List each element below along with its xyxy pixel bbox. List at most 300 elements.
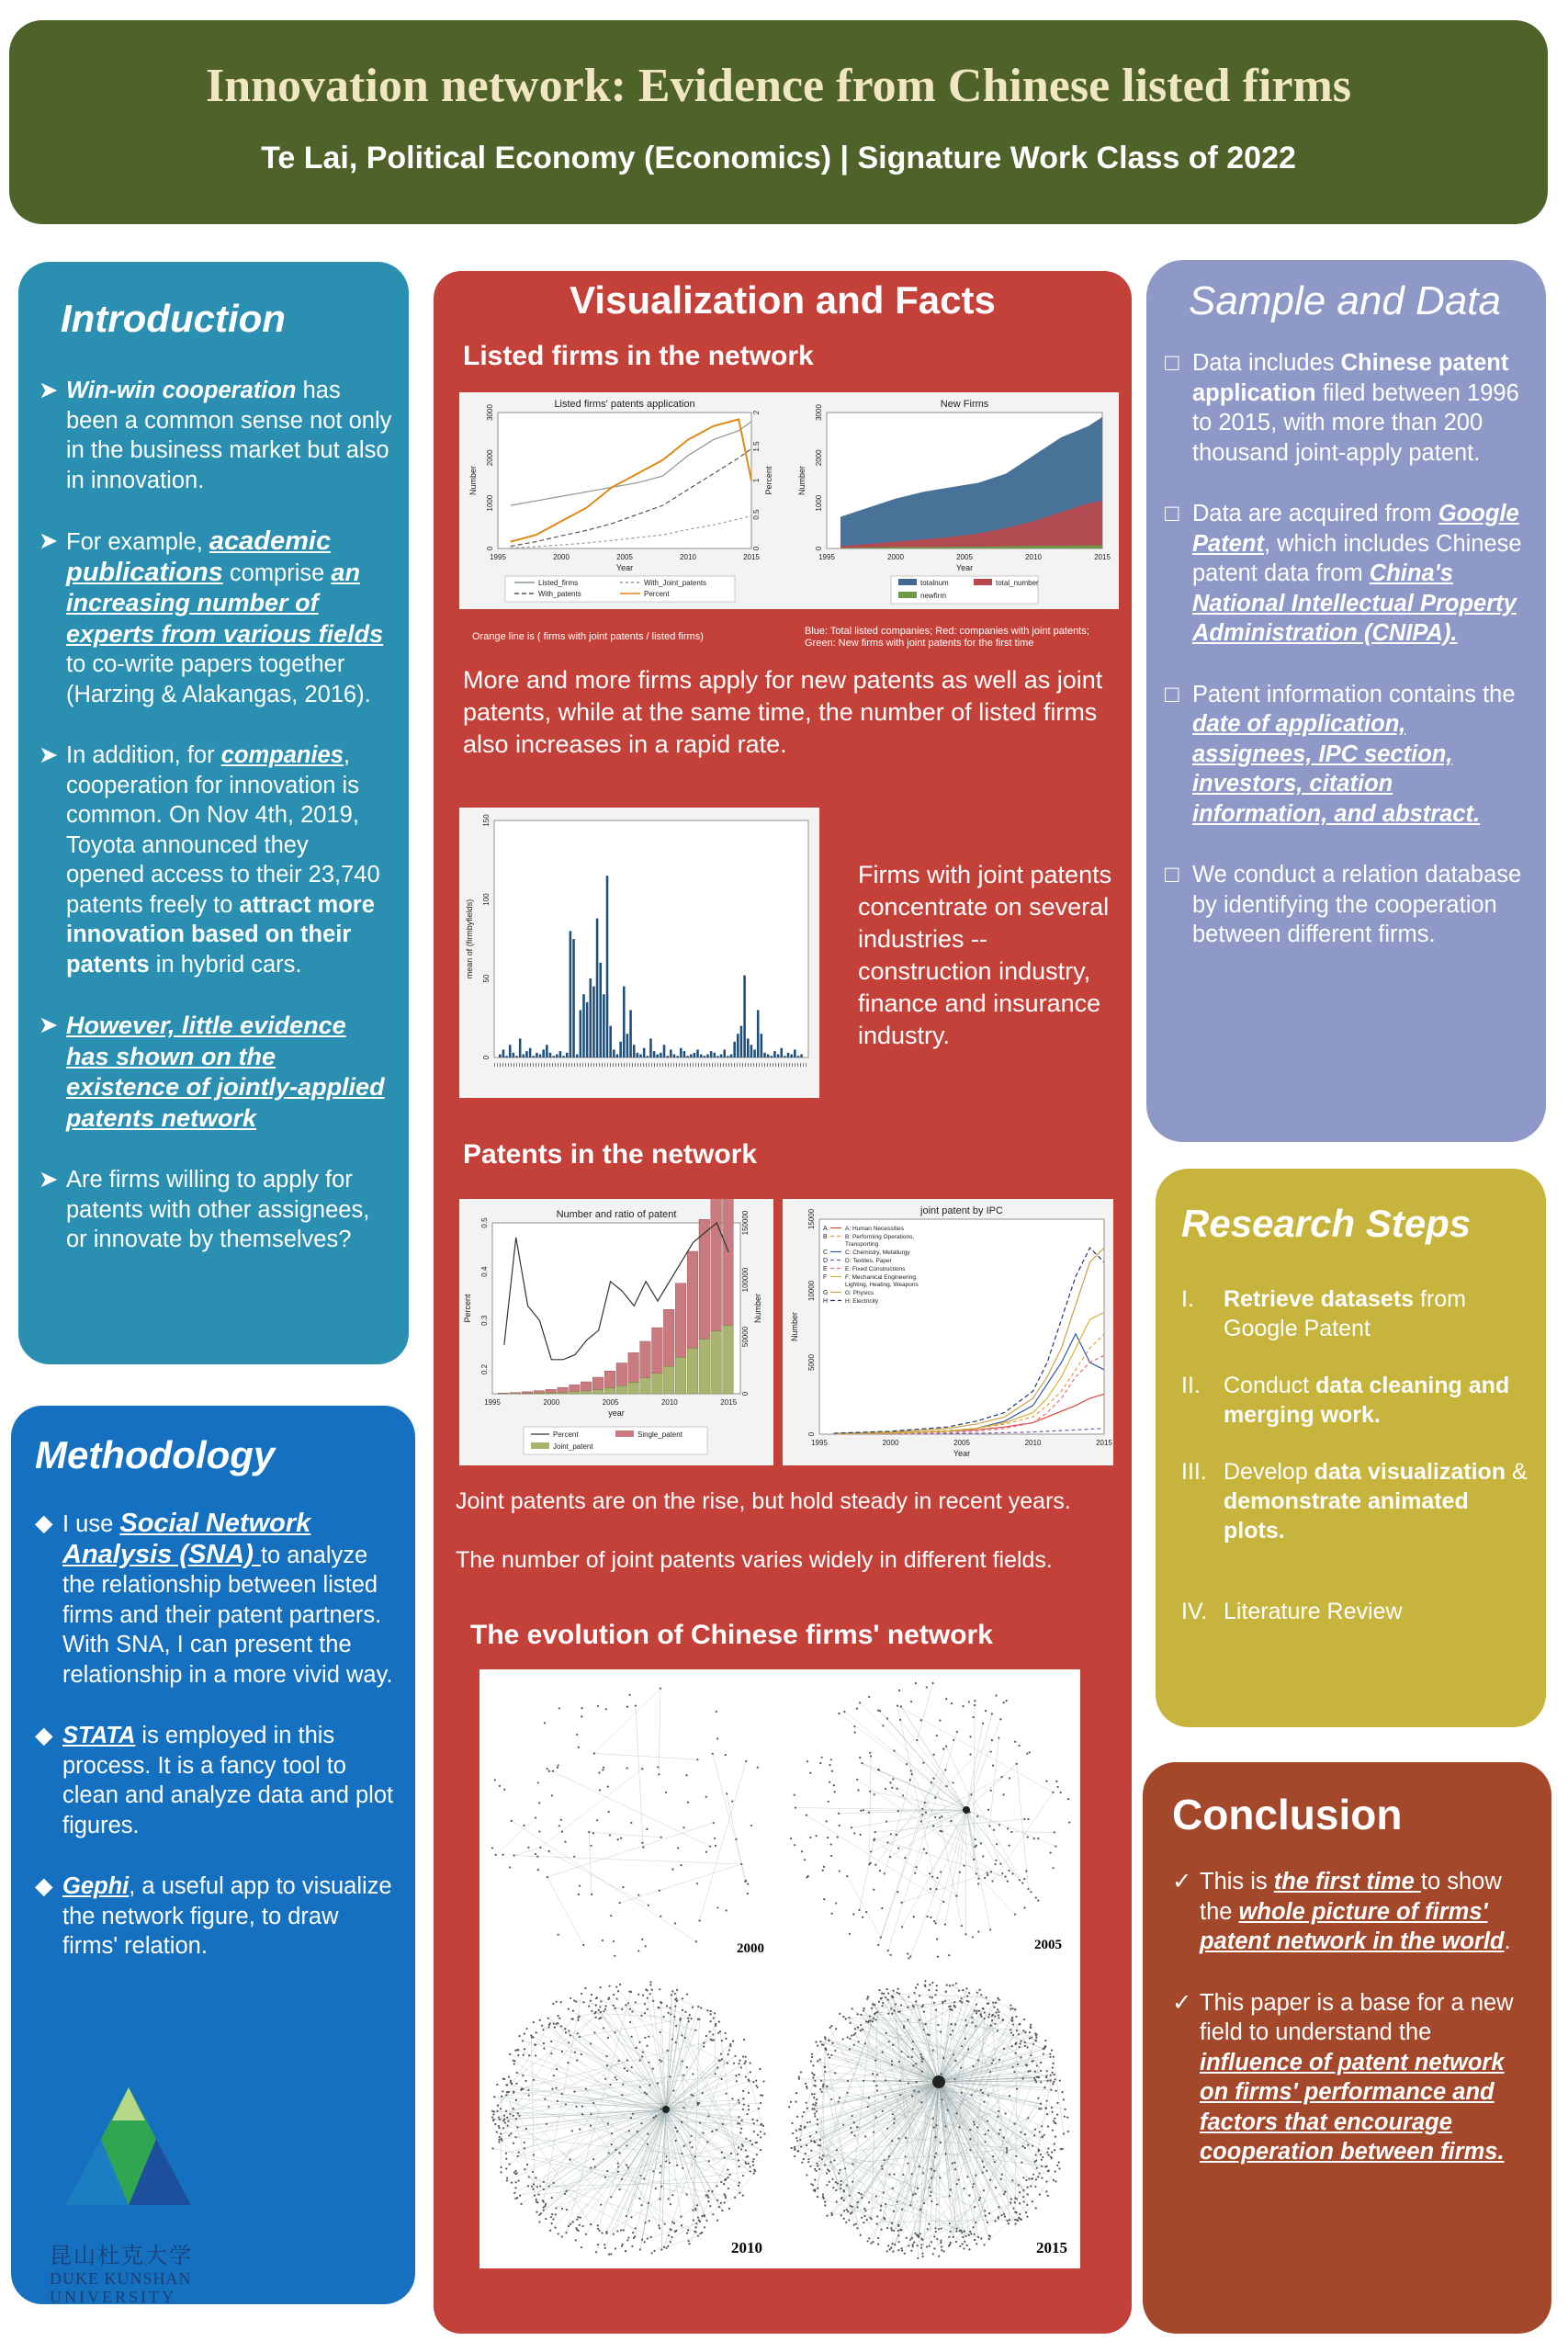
network-node (887, 2245, 889, 2246)
network-node (925, 1812, 927, 1814)
network-node (966, 2176, 968, 2177)
network-node (953, 2053, 954, 2055)
network-node (550, 2041, 552, 2042)
introduction-title: Introduction (61, 297, 286, 340)
network-node (978, 2199, 980, 2201)
conclusion-bullet-2: ✓ This paper is a base for a new field to understand the influence of patent network on firms' performance and factors that encourage cooperation between firms. (1172, 1989, 1514, 2165)
network-node (931, 2200, 932, 2202)
network-node (814, 2115, 816, 2117)
network-node (824, 2038, 826, 2040)
network-node (581, 2105, 583, 2107)
network-node (800, 2145, 802, 2147)
network-node (935, 2008, 937, 2010)
x-tick-label: 2005 (956, 553, 973, 561)
network-node (703, 2132, 705, 2134)
network-node (1033, 2077, 1035, 2079)
network-node (1041, 2177, 1043, 2178)
network-node (928, 2034, 930, 2036)
network-node (934, 2227, 936, 2229)
network-edge (589, 1832, 660, 1838)
network-node (928, 1989, 930, 1991)
network-node (539, 2019, 541, 2021)
network-node (615, 2078, 617, 2080)
network-node (980, 2089, 982, 2091)
network-node (797, 2150, 799, 2152)
bar (515, 1056, 518, 1057)
network-node (969, 2231, 971, 2233)
network-node (696, 1758, 698, 1760)
network-node (874, 2018, 876, 2020)
y-axis-label: Number (468, 465, 478, 496)
network-node (890, 2007, 892, 2009)
network-node (1003, 2136, 1005, 2138)
network-node (502, 2078, 504, 2080)
network-node (747, 1883, 749, 1885)
network-node (517, 2049, 519, 2051)
network-node (931, 2177, 932, 2178)
network-node (830, 1843, 832, 1845)
network-node (504, 2122, 506, 2124)
network-node (613, 2005, 615, 2007)
network-node (971, 2021, 973, 2023)
network-node (651, 1989, 653, 1991)
network-node (1024, 2147, 1026, 2149)
y-axis-label: Percent (463, 1294, 472, 1323)
network-node (628, 1991, 630, 1993)
network-node (995, 1860, 997, 1861)
network-node (989, 1928, 991, 1930)
network-node (990, 1790, 992, 1792)
bar (525, 1051, 528, 1057)
network-node (705, 2035, 707, 2037)
bar (566, 1053, 569, 1057)
network-node (973, 1859, 975, 1860)
network-node (516, 2126, 518, 2128)
network-node (721, 2040, 723, 2041)
network-node (668, 2012, 670, 2014)
network-node (1032, 2200, 1033, 2202)
bar (546, 1045, 548, 1057)
network-node (997, 2030, 998, 2031)
network-node (829, 2027, 831, 2029)
bar (592, 987, 595, 1057)
network-node (915, 1682, 917, 1684)
network-node (1049, 2056, 1051, 2058)
network-node (725, 1909, 727, 1911)
network-node (513, 2092, 514, 2094)
network-node (615, 1986, 617, 1988)
network-node (949, 2244, 951, 2245)
network-node (993, 1829, 995, 1831)
network-node (577, 2032, 579, 2034)
network-node (1001, 2174, 1003, 2176)
network-node (535, 1853, 536, 1855)
network-node (964, 2230, 965, 2232)
network-node (884, 2218, 886, 2220)
bar (743, 976, 746, 1057)
network-node (880, 2205, 882, 2207)
network-node (710, 2010, 712, 2012)
network-node (988, 1825, 990, 1826)
network-node (920, 2056, 922, 2058)
network-node (971, 2017, 973, 2018)
network-node (1025, 2179, 1027, 2181)
network-node (588, 1831, 590, 1833)
network-node (923, 1849, 925, 1850)
network-node (940, 2242, 942, 2244)
network-node (930, 2195, 931, 2197)
network-node (972, 1716, 974, 1718)
network-node (709, 2205, 711, 2207)
network-node (1045, 2180, 1047, 2182)
network-node (973, 2120, 975, 2122)
network-node (497, 2104, 499, 2106)
network-node (729, 2174, 731, 2176)
network-node (813, 2097, 815, 2098)
network-node (719, 2030, 721, 2032)
network-node (963, 1865, 964, 1867)
network-node (660, 2248, 662, 2250)
network-node (657, 1766, 659, 1768)
network-node (621, 2178, 623, 2180)
bar (706, 1055, 709, 1057)
network-node (684, 2037, 686, 2039)
network-node (1006, 2147, 1008, 2149)
network-node (987, 2120, 988, 2122)
sample-bullet-2: □ Data are acquired from Google Patent, which includes Chinese patent data from China's National Intellectual Property Administration (CNIPA). (1165, 501, 1522, 646)
network-node (590, 2042, 592, 2044)
network-node (823, 2198, 825, 2199)
network-node (1019, 2191, 1021, 2193)
network-node (890, 2227, 892, 2229)
network-node (574, 2052, 576, 2053)
network-node (1006, 1700, 1008, 1702)
bar (663, 1045, 666, 1057)
network-node (821, 2158, 823, 2160)
network-node (698, 2219, 700, 2221)
network-node (539, 2185, 541, 2187)
network-node (516, 2155, 518, 2157)
network-node (649, 1984, 651, 1985)
network-node (595, 1997, 597, 1999)
network-edge (636, 2048, 721, 2079)
network-node (557, 1767, 558, 1769)
network-node (798, 2078, 800, 2080)
network-node (1047, 2126, 1049, 2128)
network-hub (963, 1806, 970, 1814)
network-node (728, 2188, 729, 2189)
network-node (733, 2063, 735, 2064)
network-node (703, 2042, 705, 2044)
network-node (996, 2011, 998, 2013)
checkbox-bullet-icon: □ (1165, 501, 1179, 526)
bar-single (581, 1382, 592, 1391)
network-node (865, 2020, 867, 2022)
network-node (748, 2080, 750, 2082)
network-node (1012, 2034, 1014, 2036)
network-edge (514, 2109, 666, 2193)
network-node (850, 2127, 852, 2129)
network-node (882, 1724, 884, 1726)
bar-single (687, 1251, 698, 1348)
network-node (827, 2169, 829, 2171)
network-node (712, 1753, 714, 1755)
bar-single (640, 1341, 651, 1378)
network-node (830, 1855, 832, 1857)
network-node (664, 2223, 666, 2225)
network-node (884, 2159, 886, 2161)
network-node (913, 1916, 915, 1917)
network-node (750, 1825, 752, 1826)
network-edge (846, 2082, 939, 2222)
network-node (987, 1809, 989, 1811)
diamond-bullet-icon: ◆ (35, 1723, 53, 1748)
network-node (839, 1870, 840, 1871)
network-node (935, 1922, 937, 1924)
network-node (625, 2250, 626, 2252)
network-node (594, 2017, 596, 2018)
y-tick-label: 2000 (486, 449, 494, 467)
network-node (976, 1872, 977, 1874)
network-node (987, 1874, 988, 1876)
network-node (560, 1819, 562, 1821)
network-node (604, 2247, 606, 2249)
network-node (606, 2064, 608, 2066)
network-node (954, 2168, 956, 2170)
network-node (886, 2032, 887, 2034)
network-node (908, 2082, 909, 2084)
network-node (822, 2154, 824, 2156)
network-node (1053, 2074, 1055, 2075)
network-node (938, 2228, 940, 2230)
network-node (852, 1913, 854, 1915)
network-node (969, 2149, 971, 2151)
network-node (724, 2195, 726, 2197)
x-axis-label: year (608, 1408, 625, 1418)
network-node (917, 2257, 919, 2259)
network-node (502, 1854, 503, 1856)
network-node (541, 2025, 543, 2027)
bar-joint (534, 1393, 545, 1394)
network-node (1054, 2143, 1055, 2144)
network-node (689, 2014, 691, 2016)
arrow-bullet-icon: ➤ (39, 528, 59, 554)
network-node (982, 2092, 984, 2094)
network-node (839, 1825, 840, 1826)
network-node (1019, 2202, 1021, 2204)
network-node (673, 2222, 675, 2224)
bar (673, 1055, 676, 1057)
network-node (893, 2211, 895, 2212)
network-node (649, 1981, 651, 1983)
network-node (669, 2075, 671, 2077)
network-node (809, 2165, 811, 2167)
network-node (969, 2138, 971, 2140)
network-node (748, 2109, 750, 2110)
network-node (1041, 2125, 1043, 2127)
network-node (752, 2161, 754, 2163)
network-node (959, 2245, 961, 2247)
network-node (813, 2108, 815, 2109)
network-node (514, 2173, 516, 2175)
network-edge (594, 1689, 660, 1754)
network-node (835, 2181, 837, 2183)
network-node (829, 1781, 830, 1783)
network-node (831, 2178, 833, 2180)
network-node (994, 2023, 996, 2025)
bar (686, 1056, 689, 1057)
network-node (1026, 2046, 1028, 2048)
network-node (977, 1931, 979, 1933)
network-node (888, 2174, 890, 2176)
y-tick-label: 0.4 (480, 1266, 489, 1277)
network-node (609, 2084, 611, 2086)
network-node (698, 1919, 700, 1921)
network-node (1023, 2018, 1025, 2020)
network-node (887, 2013, 889, 2015)
network-node (652, 2170, 654, 2172)
network-node (503, 1789, 505, 1791)
network-node (963, 2247, 964, 2249)
network-node (687, 2018, 689, 2019)
network-node (806, 2174, 807, 2176)
research-step-4: IV. Literature Review (1181, 1599, 1403, 1624)
conclusion-bullet-1: ✓ This is the first time to show the whole picture of firms' patent network in the world. (1172, 1869, 1511, 1954)
checkbox-bullet-icon: □ (1165, 862, 1179, 888)
network-node (860, 2234, 862, 2236)
network-node (555, 2207, 557, 2209)
network-edge (974, 1705, 975, 1860)
network-node (697, 2104, 699, 2106)
network-node (860, 2014, 862, 2016)
network-node (922, 2004, 924, 2006)
x-tick-label: 2000 (553, 553, 570, 561)
bar (502, 1049, 505, 1057)
network-node (879, 2210, 881, 2211)
network-node (969, 2129, 971, 2131)
network-node (821, 2091, 823, 2093)
network-node (521, 2203, 523, 2205)
network-node (536, 2031, 537, 2033)
legend-label: Percent (644, 590, 670, 598)
network-node (597, 2224, 599, 2226)
network-node (568, 2030, 570, 2031)
network-node (874, 2012, 876, 2014)
bar (723, 1049, 726, 1057)
network-node (1033, 1838, 1035, 1839)
network-node (860, 2024, 862, 2026)
network-node (617, 2163, 619, 2165)
network-node (630, 2216, 632, 2218)
network-node (537, 1781, 539, 1783)
network-node (941, 1830, 942, 1832)
network-node (874, 2060, 876, 2062)
y-tick-label: 0 (807, 1431, 816, 1437)
network-node (681, 2224, 682, 2226)
network-node (1046, 2113, 1048, 2115)
network-node (850, 2212, 852, 2214)
network-node (534, 2195, 536, 2197)
plot-area (494, 820, 808, 1057)
network-node (966, 2000, 968, 2002)
network-node (1051, 2107, 1053, 2109)
network-node (858, 2192, 860, 2194)
network-node (950, 2188, 952, 2190)
network-node (807, 1760, 808, 1762)
network-node (954, 2006, 956, 2007)
network-node (509, 1866, 511, 1868)
text-industries: Firms with joint patents concentrate on several industries -- construction industry, finance and insurance industry. (858, 861, 1112, 1049)
research-step-1: I. Retrieve datasets from Google Patent (1181, 1286, 1467, 1341)
network-node (1056, 2102, 1058, 2104)
network-node (713, 1822, 715, 1824)
network-node (1053, 2179, 1055, 2181)
legend-swatch (531, 1442, 549, 1449)
network-node (967, 2048, 969, 2050)
bar (633, 1045, 636, 1057)
network-node (510, 2082, 512, 2084)
bar-joint (628, 1383, 639, 1394)
network-node (933, 2235, 935, 2237)
network-node (558, 1825, 560, 1826)
network-node (873, 2132, 874, 2133)
network-node (631, 2010, 633, 2012)
network-edge (939, 2005, 976, 2082)
network-node (550, 2052, 552, 2054)
network-node (951, 2023, 953, 2025)
network-node (998, 2110, 999, 2112)
network-node (635, 1704, 637, 1706)
network-node (505, 2110, 507, 2112)
network-node (819, 1762, 821, 1764)
network-node (720, 2053, 722, 2055)
network-node (915, 2063, 917, 2064)
network-node (1007, 1827, 1009, 1829)
network-node (1049, 2053, 1051, 2055)
x-tick-label: 2005 (602, 1398, 619, 1407)
network-node (919, 2053, 921, 2055)
network-node (720, 2202, 722, 2204)
network-node (627, 2002, 629, 2004)
network-node (738, 2159, 739, 2161)
network-node (900, 2247, 902, 2249)
network-node (579, 1885, 581, 1887)
bar-joint (581, 1391, 592, 1394)
network-node (815, 2170, 817, 2172)
network-node (565, 2103, 567, 2105)
network-node (840, 2184, 841, 2186)
network-node (680, 1864, 682, 1866)
network-node (807, 2121, 808, 2123)
network-node (624, 2067, 626, 2069)
network-node (1053, 2120, 1055, 2122)
network-node (927, 2228, 929, 2230)
network-node (706, 2009, 708, 2011)
network-node (660, 2031, 661, 2033)
network-node (1010, 2029, 1011, 2030)
network-node (1060, 1792, 1062, 1793)
network-node (507, 2120, 509, 2122)
network-node (715, 1845, 716, 1847)
bar (629, 1010, 632, 1057)
network-node (707, 2196, 709, 2198)
network-node (891, 1787, 893, 1789)
network-node (494, 2123, 496, 2125)
network-node (882, 2052, 884, 2053)
y-tick-label: 1000 (815, 494, 823, 512)
network-node (532, 2188, 534, 2190)
network-node (689, 2142, 691, 2143)
